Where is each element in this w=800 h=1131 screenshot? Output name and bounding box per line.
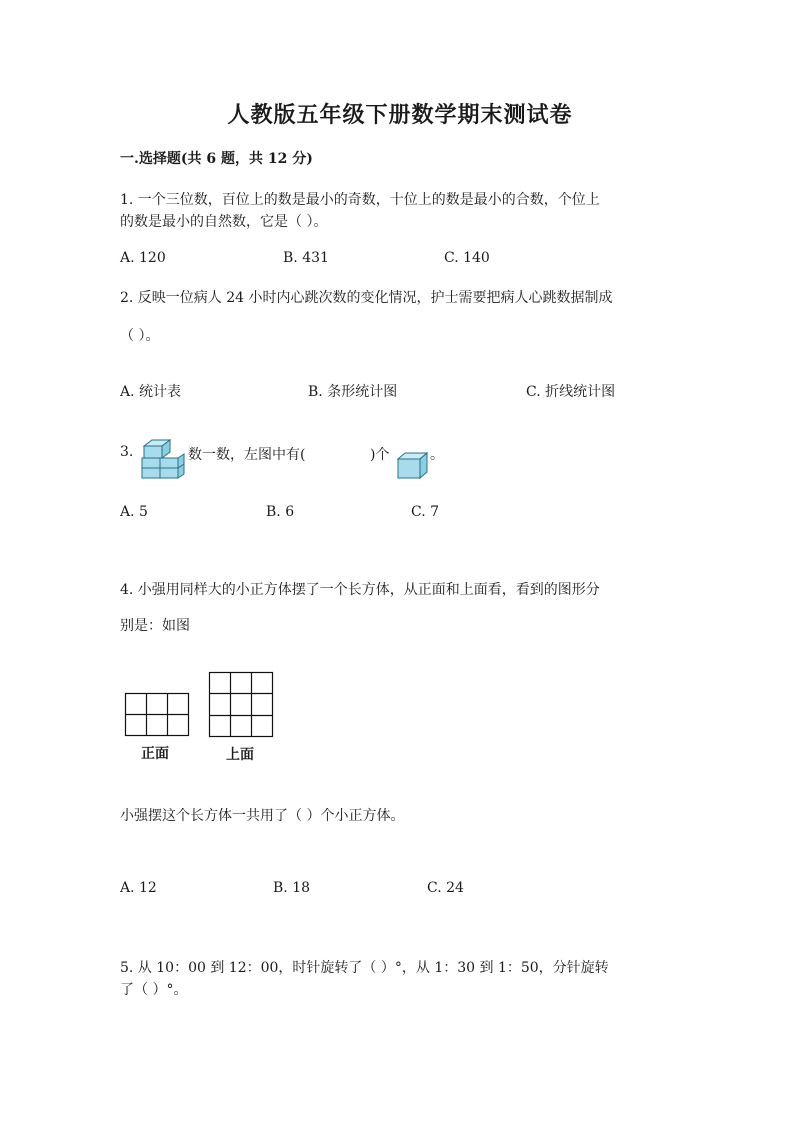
- q4-option-a: A. 12: [120, 880, 157, 896]
- question-3-text-a: 数一数，左图中有(: [188, 447, 306, 463]
- q3-option-c: C. 7: [411, 504, 440, 520]
- question-3-number: 3.: [120, 444, 134, 460]
- question-5-line-1: 5. 从 10：00 到 12：00，时针旋转了（ ）°，从 1：30 到 1：50，分针旋转: [120, 960, 609, 976]
- section-header: 一.选择题(共 6 题，共 12 分): [120, 151, 313, 167]
- question-4-line-3: 小强摆这个长方体一共用了（ ）个小正方体。: [120, 808, 405, 824]
- q2-option-b: B. 条形统计图: [308, 384, 398, 400]
- question-1-line-2: 的数是最小的自然数，它是（ ）。: [120, 214, 328, 230]
- top-view-label: 上面: [226, 747, 254, 763]
- q4-option-c: C. 24: [427, 880, 464, 896]
- page-title: 人教版五年级下册数学期末测试卷: [227, 102, 573, 128]
- question-4-line-1: 4. 小强用同样大的小正方体摆了一个长方体，从正面和上面看，看到的图形分: [120, 582, 600, 598]
- top-view-grid: [209, 672, 273, 737]
- cube-stack-figure: [138, 440, 186, 480]
- question-5-line-2: 了（ ）°。: [120, 982, 188, 998]
- q3-option-b: B. 6: [266, 504, 295, 520]
- question-1-line-1: 1. 一个三位数，百位上的数是最小的奇数，十位上的数是最小的合数，个位上: [120, 192, 600, 208]
- q3-option-a: A. 5: [120, 504, 148, 520]
- front-view-grid: [125, 693, 189, 736]
- q4-option-b: B. 18: [273, 880, 311, 896]
- q1-option-b: B. 431: [283, 250, 329, 266]
- q2-option-c: C. 折线统计图: [526, 384, 616, 400]
- q1-option-c: C. 140: [444, 250, 490, 266]
- question-3-text-b: )个: [370, 447, 390, 463]
- question-3-text-c: 。: [430, 447, 444, 463]
- front-view-label: 正面: [141, 746, 169, 762]
- question-2-line-1: 2. 反映一位病人 24 小时内心跳次数的变化情况，护士需要把病人心跳数据制成: [120, 290, 613, 306]
- question-2-line-2: （ ）。: [120, 328, 160, 344]
- question-4-line-2: 别是：如图: [120, 618, 190, 634]
- q2-option-a: A. 统计表: [120, 384, 182, 400]
- single-cube-figure: [397, 452, 429, 480]
- q1-option-a: A. 120: [120, 250, 166, 266]
